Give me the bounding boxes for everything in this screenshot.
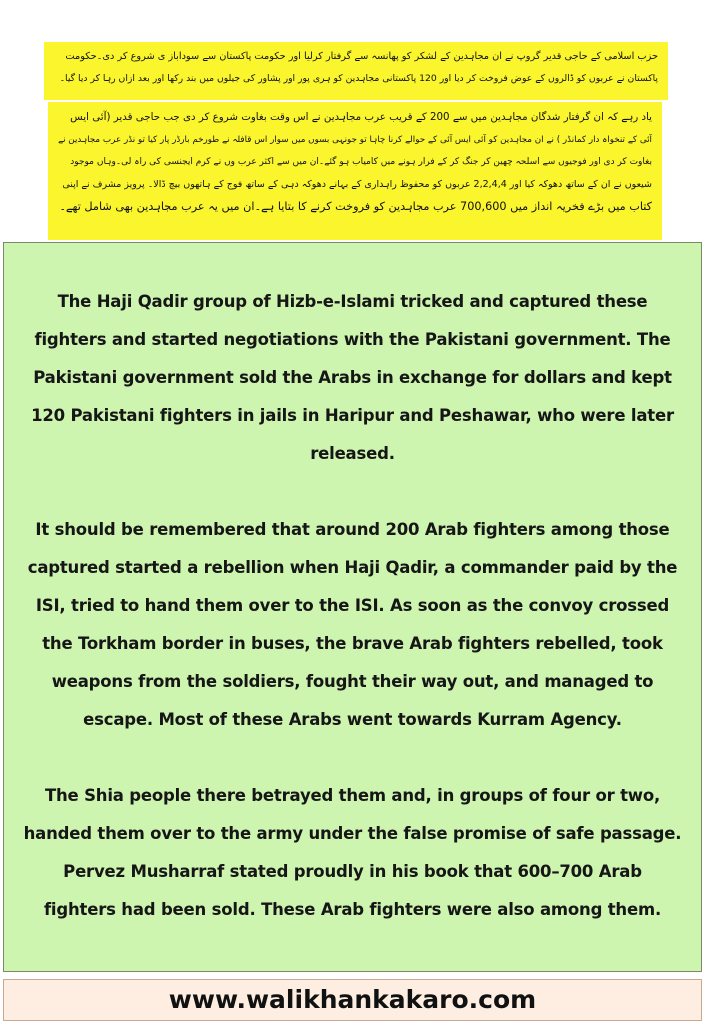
website-url[interactable]: www.walikhankakaro.com [168, 985, 537, 1014]
urdu-line: کتاب میں بڑے فخریہ انداز میں 700,600 عرب مجاہدین کو فروخت کرنے کا بتایا ہے۔ان میں یہ عرب مجاہدین بھی شامل تھے۔ [59, 200, 652, 213]
translation-line: It should be remembered that around 200 Arab fighters among those [35, 520, 670, 539]
translation-line: ISI, tried to hand them over to the ISI. As soon as the convoy crossed [35, 596, 670, 615]
translation-line: handed them over to the army under the false promise of safe passage. [23, 824, 682, 843]
translation-paragraph-2 [6, 511, 699, 739]
translation-line: captured started a rebellion when Haji Qadir, a commander paid by the [27, 558, 678, 577]
translation-line: The Haji Qadir group of Hizb-e-Islami tricked and captured these [57, 292, 648, 311]
translation-paragraph-3 [6, 777, 699, 929]
translation-line: escape. Most of these Arabs went towards Kurram Agency. [83, 710, 622, 729]
translation-line: released. [310, 444, 395, 463]
english-translation-box [3, 242, 702, 972]
translation-line: fighters had been sold. These Arab fighters were also among them. [43, 900, 662, 919]
translation-line: the Torkham border in buses, the brave Arab fighters rebelled, took [42, 634, 663, 653]
urdu-line: بغاوت کر دی اور فوجیوں سے اسلحہ چھین کر جنگ کر کے فرار ہونے میں کامیاب ہو گئے۔ان میں سے اکثر عرب وں نے کرم ایجنسی کی راہ لی۔وہاں موجود [70, 157, 652, 167]
translation-line: fighters and started negotiations with the Pakistani government. The [34, 330, 671, 349]
urdu-line: شیعوں نے ان کے ساتھ دھوکہ کیا اور 2,2,4,4 عربوں کو محفوظ راہداری کے بہانے دھوکہ دہی کے ساتھ فوج کے ہاتھوں بیچ ڈالا۔ پرویز مشرف نے اپنی [62, 178, 652, 190]
urdu-line: آئی کے تنخواہ دار کمانڈر ) نے ان مجاہدین کو آئی ایس آئی کے حوالے کرنا چاہا تو جونہی بسوں میں سوار اس قافلہ نے طورخم بارڈر پار کیا تو نڈر عرب مجاہدین نے [58, 134, 652, 145]
urdu-line: یاد رہے کہ ان گرفتار شدگان مجاہدین میں سے 200 کے قریب عرب مجاہدین نے اس وقت بغاوت شروع کر دی جب حاجی قدیر (آئی ایس [70, 111, 652, 123]
translation-paragraph-1 [6, 283, 699, 473]
translation-line: The Shia people there betrayed them and, in groups of four or two, [44, 786, 661, 805]
translation-line: Pakistani government sold the Arabs in exchange for dollars and kept [33, 368, 672, 387]
urdu-text-block-1 [44, 42, 668, 100]
urdu-text-block-2 [48, 102, 662, 240]
urdu-line: حزب اسلامی کے حاجی قدیر گروپ نے ان مجاہدین کے لشکر کو پھانسہ سے گرفتار کرلیا اور حکومت پاکستان سے سوداباز ی شروع کر دی۔حکومت [65, 51, 658, 62]
translation-line: weapons from the soldiers, fought their way out, and managed to [51, 672, 654, 691]
translation-line: 120 Pakistani fighters in jails in Haripur and Peshawar, who were later [31, 406, 674, 425]
urdu-line: پاکستان نے عربوں کو ڈالروں کے عوض فروخت کر دیا اور 120 پاکستانی مجاہدین کو ہری پور اور پشاور کی جیلوں میں بند رکھا اور بعد ازاں رہا کر دیا گیا۔ [59, 73, 658, 84]
translation-line: Pervez Musharraf stated proudly in his book that 600–700 Arab [63, 862, 642, 881]
website-footer [3, 979, 702, 1021]
